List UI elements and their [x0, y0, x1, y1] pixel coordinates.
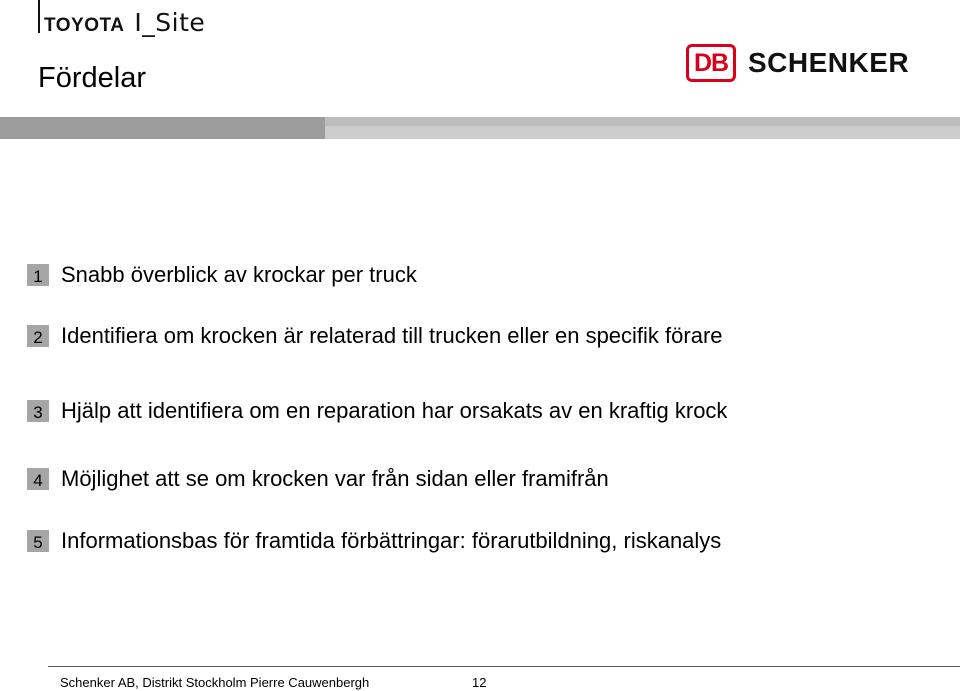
list-item-text: Hjälp att identifiera om en reparation har orsakats av en kraftig krock: [61, 398, 728, 423]
footer-text: Schenker AB, Distrikt Stockholm Pierre Cauwenbergh: [60, 675, 370, 690]
list-item: [27, 528, 721, 554]
list-item-text: Informationsbas för framtida förbättringar: förarutbildning, riskanalys: [61, 528, 722, 553]
schenker-logo-text: SCHENKER: [748, 47, 910, 78]
list-item-text: Snabb överblick av krockar per truck: [61, 262, 417, 287]
page-number: 12: [472, 675, 487, 690]
db-logo-text: DB: [693, 48, 729, 77]
list-item: [27, 323, 723, 349]
list-item-number: 3: [27, 400, 49, 422]
list-item-text: Identifiera om krocken är relaterad till trucken eller en specifik förare: [61, 323, 723, 348]
toyota-isite-logo: [44, 8, 206, 37]
list-item-number: 1: [27, 264, 49, 286]
list-item: [27, 398, 727, 424]
db-logo-box: [686, 44, 736, 82]
list-item-text: Möjlighet att se om krocken var från sidan eller framifrån: [61, 466, 609, 491]
isite-product-text: I_Site: [134, 8, 206, 37]
toyota-brand-text: TOYOTA: [44, 15, 125, 36]
list-item-number: 4: [27, 468, 49, 490]
list-item: [27, 262, 417, 288]
list-item-number: 5: [27, 530, 49, 552]
db-schenker-logo: [686, 44, 909, 82]
list-item: [27, 466, 609, 492]
footer-divider: [48, 666, 960, 667]
slide-title: Fördelar: [38, 62, 146, 94]
list-item-number: 2: [27, 325, 49, 347]
header-band-light: [325, 126, 960, 139]
header-divider-line: [38, 0, 40, 33]
header-band-dark: [0, 117, 325, 139]
